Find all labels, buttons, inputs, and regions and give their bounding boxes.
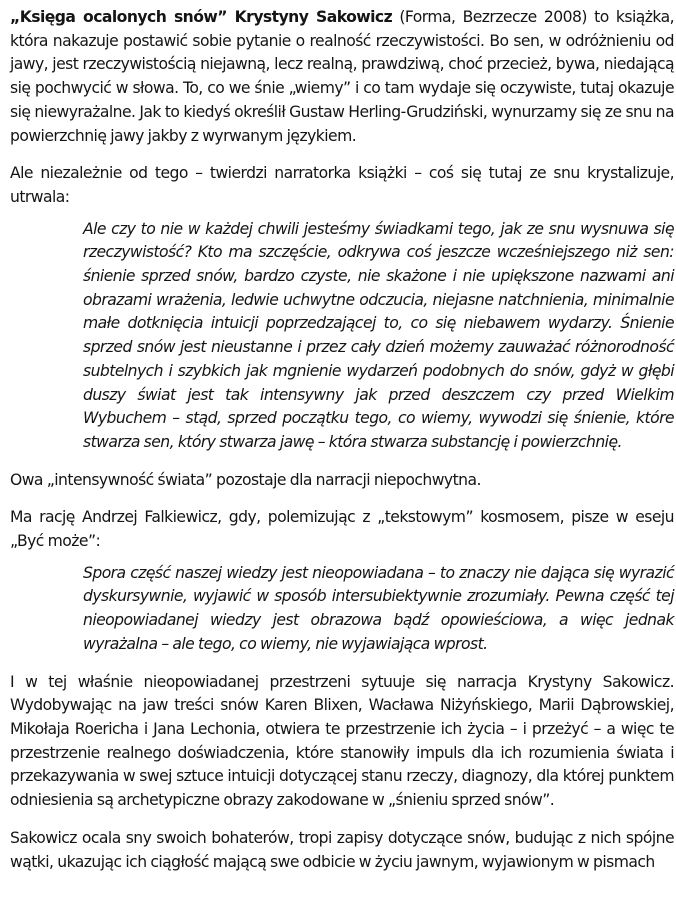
block-quote-falkiewicz: Spora część naszej wiedzy jest nieopowiadana – to znaczy nie dająca się wyrazić dyskursywnie, wyjawić w sposób intersubiektywnie zrozumiały. Pewna część tej nieopowiadanej wiedzy jest obrazowa bądź opowieściowa, a więc jednak wyrażalna – ale tego, co wiemy, nie wyjawiająca wprost. bbox=[83, 563, 674, 653]
paragraph-intro-text: (Forma, Bezrzecze 2008) to książka, która nakazuje postawić sobie pytanie o realność rzeczywistości. Bo sen, w odróżnieniu od jawy, jest rzeczywistością niejawną, lecz realną, prawdziwą, choć przecież, bywa, niedającą się pochwycić w słowa. To, co we śnie „wiemy” i co tam wydaje się oczywiste, tutaj okazuje się niewyrażalne. Jak to kiedyś określił Gustaw Herling-Grudziński, wynurzamy się ze snu na powierzchnię jawy jakby z wyrwanym językiem. bbox=[10, 8, 674, 145]
paragraph-narration-space: I w tej właśnie nieopowiadanej przestrzeni sytuuje się narracja Krystyny Sakowicz. Wydobywając na jaw treści snów Karen Blixen, Wacława Niżyńskiego, Marii Dąbrowskiej, Mikołaja Roericha i Jana Lechonia, otwiera te przestrzenie ich życia – i przeżyć – a więc te przestrzenie realnego doświadczenia, które stanowiły impuls dla ich rozumienia świata i przekazywania w swej sztuce intuicji dotyczącej stanu rzeczy, diagnozy, dla której punktem odniesienia są archetypiczne obrazy zakodowane w „śnieniu sprzed snów”. bbox=[10, 672, 674, 810]
paragraph-narrator: Ale niezależnie od tego – twierdzi narratorka książki – coś się tutaj ze snu krystalizuje, utrwala: bbox=[10, 164, 674, 206]
book-title: „Księga ocalonych snów” Krystyny Sakowicz bbox=[10, 8, 393, 26]
paragraph-intro bbox=[10, 6, 674, 148]
paragraph-intensity: Owa „intensywność świata” pozostaje dla narracji niepochwytna. bbox=[10, 470, 481, 489]
paragraph-saved-dreams: Sakowicz ocala sny swoich bohaterów, tropi zapisy dotyczące snów, budując z nich spójne wątki, ukazując ich ciągłość mającą swe odbicie w życiu jawnym, wyjawionym w pismach bbox=[10, 828, 674, 871]
paragraph-falkiewicz: Ma rację Andrzej Falkiewicz, gdy, polemizując z „tekstowym” kosmosem, pisze w eseju „Być może”: bbox=[10, 508, 674, 551]
block-quote-sakowicz: Ale czy to nie w każdej chwili jesteśmy świadkami tego, jak ze snu wysnuwa się rzeczywistość? Kto ma szczęście, odkrywa coś jeszcze wcześniejszego niż sen: śnienie sprzed snów, bardzo czyste, nie skażone i nie upiększone nazwami ani obrazami wrażenia, ledwie uchwytne odczucia, niejasne natchnienia, minimalnie małe dotknięcia intuicji poprzedzającej to, co się niebawem wydarzy. Śnienie sprzed snów jest nieustanne i przez cały dzień możemy zauważać różnorodność subtelnych i szybkich jak mgnienie wydarzeń podobnych do snów, gdyż w głębi duszy świat jest tak intensywny jak przed deszczem czy przed Wielkim Wybuchem – stąd, sprzed początku tego, co wiemy, wywodzi się śnienie, które stwarza sen, który stwarza jawę – która stwarza substancję i powierzchnię. bbox=[83, 219, 674, 451]
